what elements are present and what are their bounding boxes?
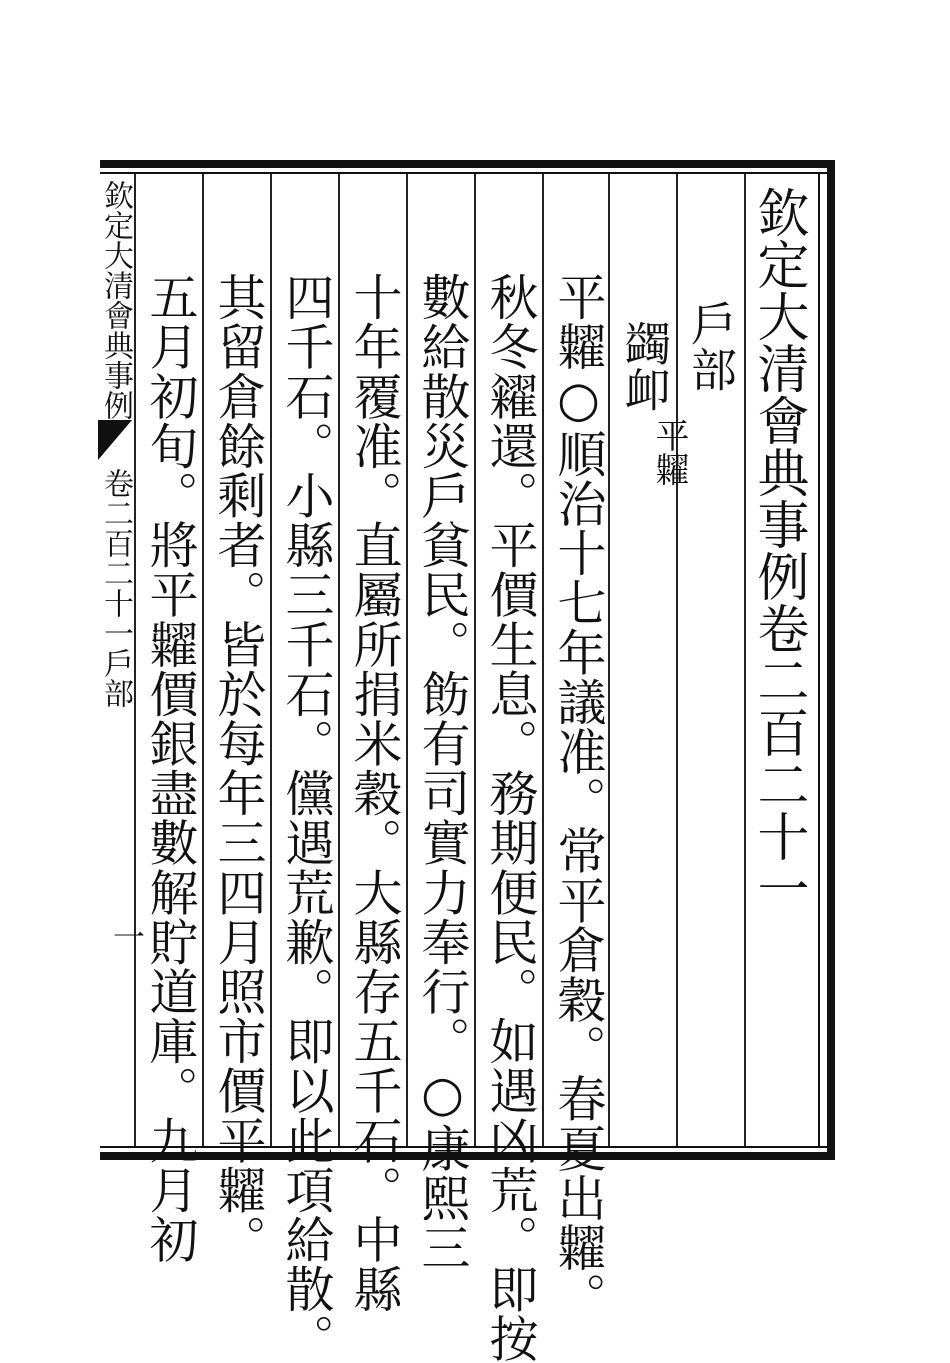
fish-tail-mark <box>98 420 132 460</box>
body-column-7: 五月初旬。將平糶價銀盡數解貯道庫。九月初 <box>142 272 199 1264</box>
column-rule <box>134 174 136 1146</box>
body-column-2: 秋冬糴還。平價生息。務期便民。如遇凶荒。即按 <box>482 272 539 1363</box>
column-rule <box>542 174 544 1146</box>
column-rule <box>202 174 204 1146</box>
section-heading: 蠲卹 <box>618 320 672 412</box>
body-column-4: 十年覆准。直屬所捐米穀。大縣存五千石。中縣 <box>346 272 403 1314</box>
body-column-6: 其留倉餘剩者。皆於每年三四月照市價平糶。 <box>210 272 267 1264</box>
column-rule <box>676 174 678 1146</box>
body-column-5: 四千石。小縣三千石。儻遇荒歉。即以此項給散。 <box>278 272 335 1363</box>
column-rule <box>608 174 610 1146</box>
subsection-heading: 平糶 <box>649 418 689 486</box>
column-rule <box>338 174 340 1146</box>
department-heading: 戶部 <box>684 300 738 392</box>
frame-right-border <box>827 160 835 1160</box>
column-rule <box>744 174 746 1146</box>
column-rule <box>406 174 408 1146</box>
column-rule <box>474 174 476 1146</box>
column-rule <box>270 174 272 1146</box>
body-column-3: 數給散災戶貧民。飭有司實力奉行。○康熙三 <box>414 272 471 1272</box>
frame-right-inner-border <box>818 172 820 1148</box>
margin-volume: 卷二百二十一戶部 <box>98 468 133 708</box>
body-column-1: 平糶○順治十七年議准。常平倉穀。春夏出糶。 <box>550 272 607 1322</box>
frame-top-border <box>100 160 835 168</box>
frame-top-inner-border <box>100 172 835 174</box>
page-number: 一 <box>108 920 146 952</box>
margin-title: 欽定大清會典事例 <box>98 180 133 420</box>
page-title: 欽定大清會典事例卷二百二十一 <box>748 186 808 914</box>
